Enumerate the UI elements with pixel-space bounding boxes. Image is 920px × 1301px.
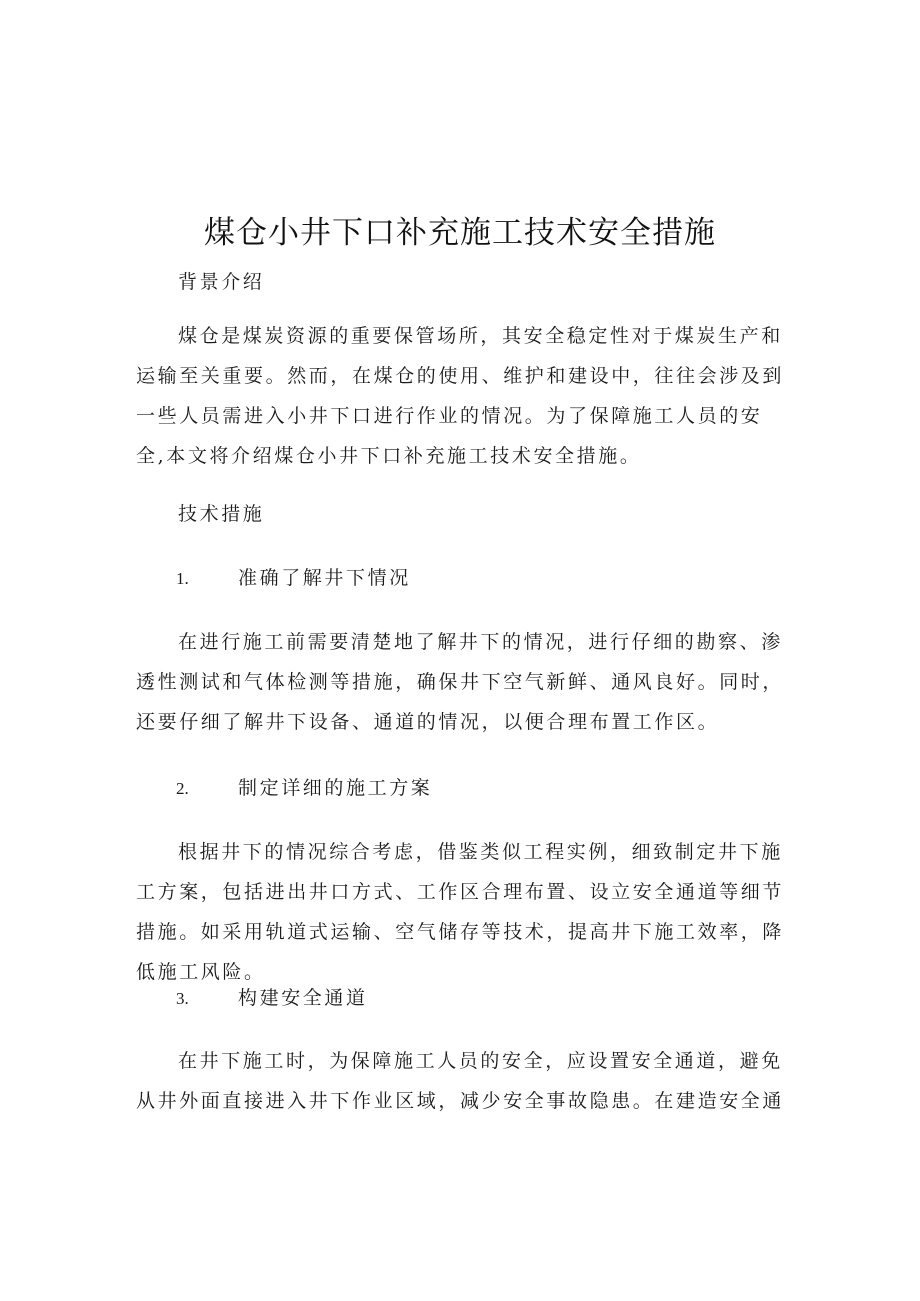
list-item-2-body: 根据井下的情况综合考虑，借鉴类似工程实例，细致制定井下施工方案，包括进出井口方式、工作区合理布置、设立安全通道等细节措施。如采用轨道式运输、空气储存等技术，提高井下施工效率，降低施工风险。 (136, 841, 785, 983)
document-title: 煤仓小井下口补充施工技术安全措施 (204, 215, 716, 251)
list-item-number: 2. (176, 779, 189, 798)
list-item-number: 1. (176, 569, 189, 588)
list-item-1-body: 在进行施工前需要清楚地了解井下的情况，进行仔细的勘察、渗透性测试和气体检测等措施，确保井下空气新鲜、通风良好。同时，还要仔细了解井下设备、通道的情况，以便合理布置工作区。 (136, 631, 785, 733)
section-heading-background: 背景介绍 (178, 271, 265, 293)
list-item-heading-text: 准确了解井下情况 (238, 567, 411, 589)
list-item-number: 3. (176, 989, 189, 1008)
list-item-heading-text: 制定详细的施工方案 (238, 777, 433, 799)
paragraph-intro: 煤仓是煤炭资源的重要保管场所，其安全稳定性对于煤炭生产和运输至关重要。然而，在煤仓的使用、维护和建设中，往往会涉及到一些人员需进入小井下口进行作业的情况。为了保障施工人员的安全,本文将介绍煤仓小井下口补充施工技术安全措施。 (136, 325, 785, 467)
section-heading-measures: 技术措施 (178, 503, 265, 525)
list-item-heading-text: 构建安全通道 (238, 987, 368, 1009)
list-item-3-heading (176, 978, 368, 1019)
list-item-3-body: 在井下施工时，为保障施工人员的安全，应设置安全通道，避免从井外面直接进入井下作业区域，减少安全事故隐患。在建造安全通 (136, 1050, 785, 1112)
list-item-2-heading (176, 768, 432, 809)
list-item-1-heading (176, 558, 411, 599)
